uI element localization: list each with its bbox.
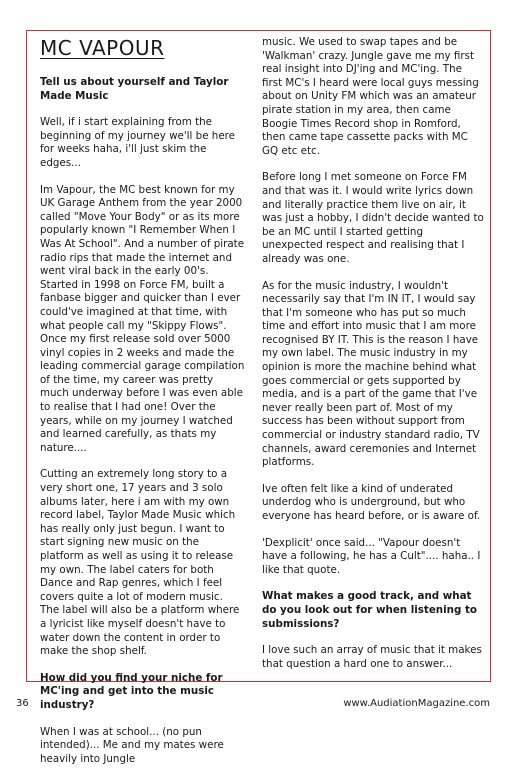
page-number: 36 <box>16 698 29 709</box>
interview-question: What makes a good track, and what do you look out for when listening to submissions? <box>262 590 477 630</box>
body-paragraph: 'Dexplicit' once said... "Vapour doesn't have a following, he has a Cult".... haha.. I like that quote. <box>262 536 481 576</box>
interview-question: Tell us about yourself and Taylor Made Music <box>40 76 229 102</box>
article-title: MC VAPOUR <box>40 36 165 60</box>
body-paragraph: music. We used to swap tapes and be 'Walkman' crazy. Jungle gave me my first real insight into DJ'ing and MC'ing. The first MC's I heard were local guys messing about on Unity FM which was an amateur pirate station in my area, then came Boogie Times Record shop in Romford, then came tape cassette packs with MC GQ etc etc. <box>262 36 479 157</box>
body-paragraph: Ive often felt like a kind of underated underdog who is underground, but who everyone has heard before, or is aware of. <box>262 482 481 522</box>
interview-question: How did you find your niche for MC'ing and get into the music industry? <box>40 671 223 711</box>
body-paragraph: As for the music industry, I wouldn't necessarily say that I'm IN IT, I would say that I'm someone who has put so much time and effort into music that I am more recognised BY IT. This is the reason I have my own label. The music industry in my opinion is more the machine behind what goes commercial or gets supported by media, and is a part of the game that I've never really been part of. Most of my success has been without support from commercial or industry standard radio, TV channels, award ceremonies and Internet platforms. <box>262 279 480 469</box>
right-column-content <box>262 36 484 671</box>
body-paragraph: When I was at school... (no pun intended)... Me and my mates were heavily into Jungle <box>40 725 224 765</box>
left-column-content <box>40 76 245 766</box>
body-paragraph: Im Vapour, the MC best known for my UK Garage Anthem from the year 2000 called "Move Your Body" or as its more popularly known "I Remember When I Was At School". And a number of pirate radio rips that made the internet and went viral back in the early 00's. Started in 1998 on Force FM, built a fanbase bigger and quicker than I ever could've imagined at that time, with what people call my "Skippy Flows". Once my first release sold over 5000 vinyl copies in 2 weeks and made the leading commercial garage compilation of the time, my career was pretty much underway before I was even able to realise that I had one! Over the years, while on my journey I watched and learned carefully, as thats my nature.... <box>40 183 245 454</box>
page-footer <box>0 697 516 711</box>
body-paragraph: Cutting an extremely long story to a very short one, 17 years and 3 solo albums later, here i am with my own record label, Taylor Made Music which has really only just begun. I want to start signing new music on the platform as well as using it to release my own. The label caters for both Dance and Rap genres, which I feel covers quite a lot of modern music. The label will also be a platform where a lyricist like myself doesn't have to water down the content in order to make the shop shelf. <box>40 468 240 658</box>
right-column <box>262 36 484 684</box>
left-column <box>40 36 245 779</box>
website-link[interactable]: www.AudiationMagazine.com <box>343 698 490 709</box>
body-paragraph: Well, if i start explaining from the beginning of my journey we'll be here for weeks haha, i'll just skim the edges... <box>40 116 236 169</box>
body-paragraph: I love such an array of music that it makes that question a hard one to answer... <box>262 644 482 670</box>
body-paragraph: Before long I met someone on Force FM and that was it. I would write lyrics down and literally practice them live on air, it was just a hobby, I didn't decide wanted to be an MC until I started getting unexpected respect and realising that I already was one. <box>262 171 484 265</box>
